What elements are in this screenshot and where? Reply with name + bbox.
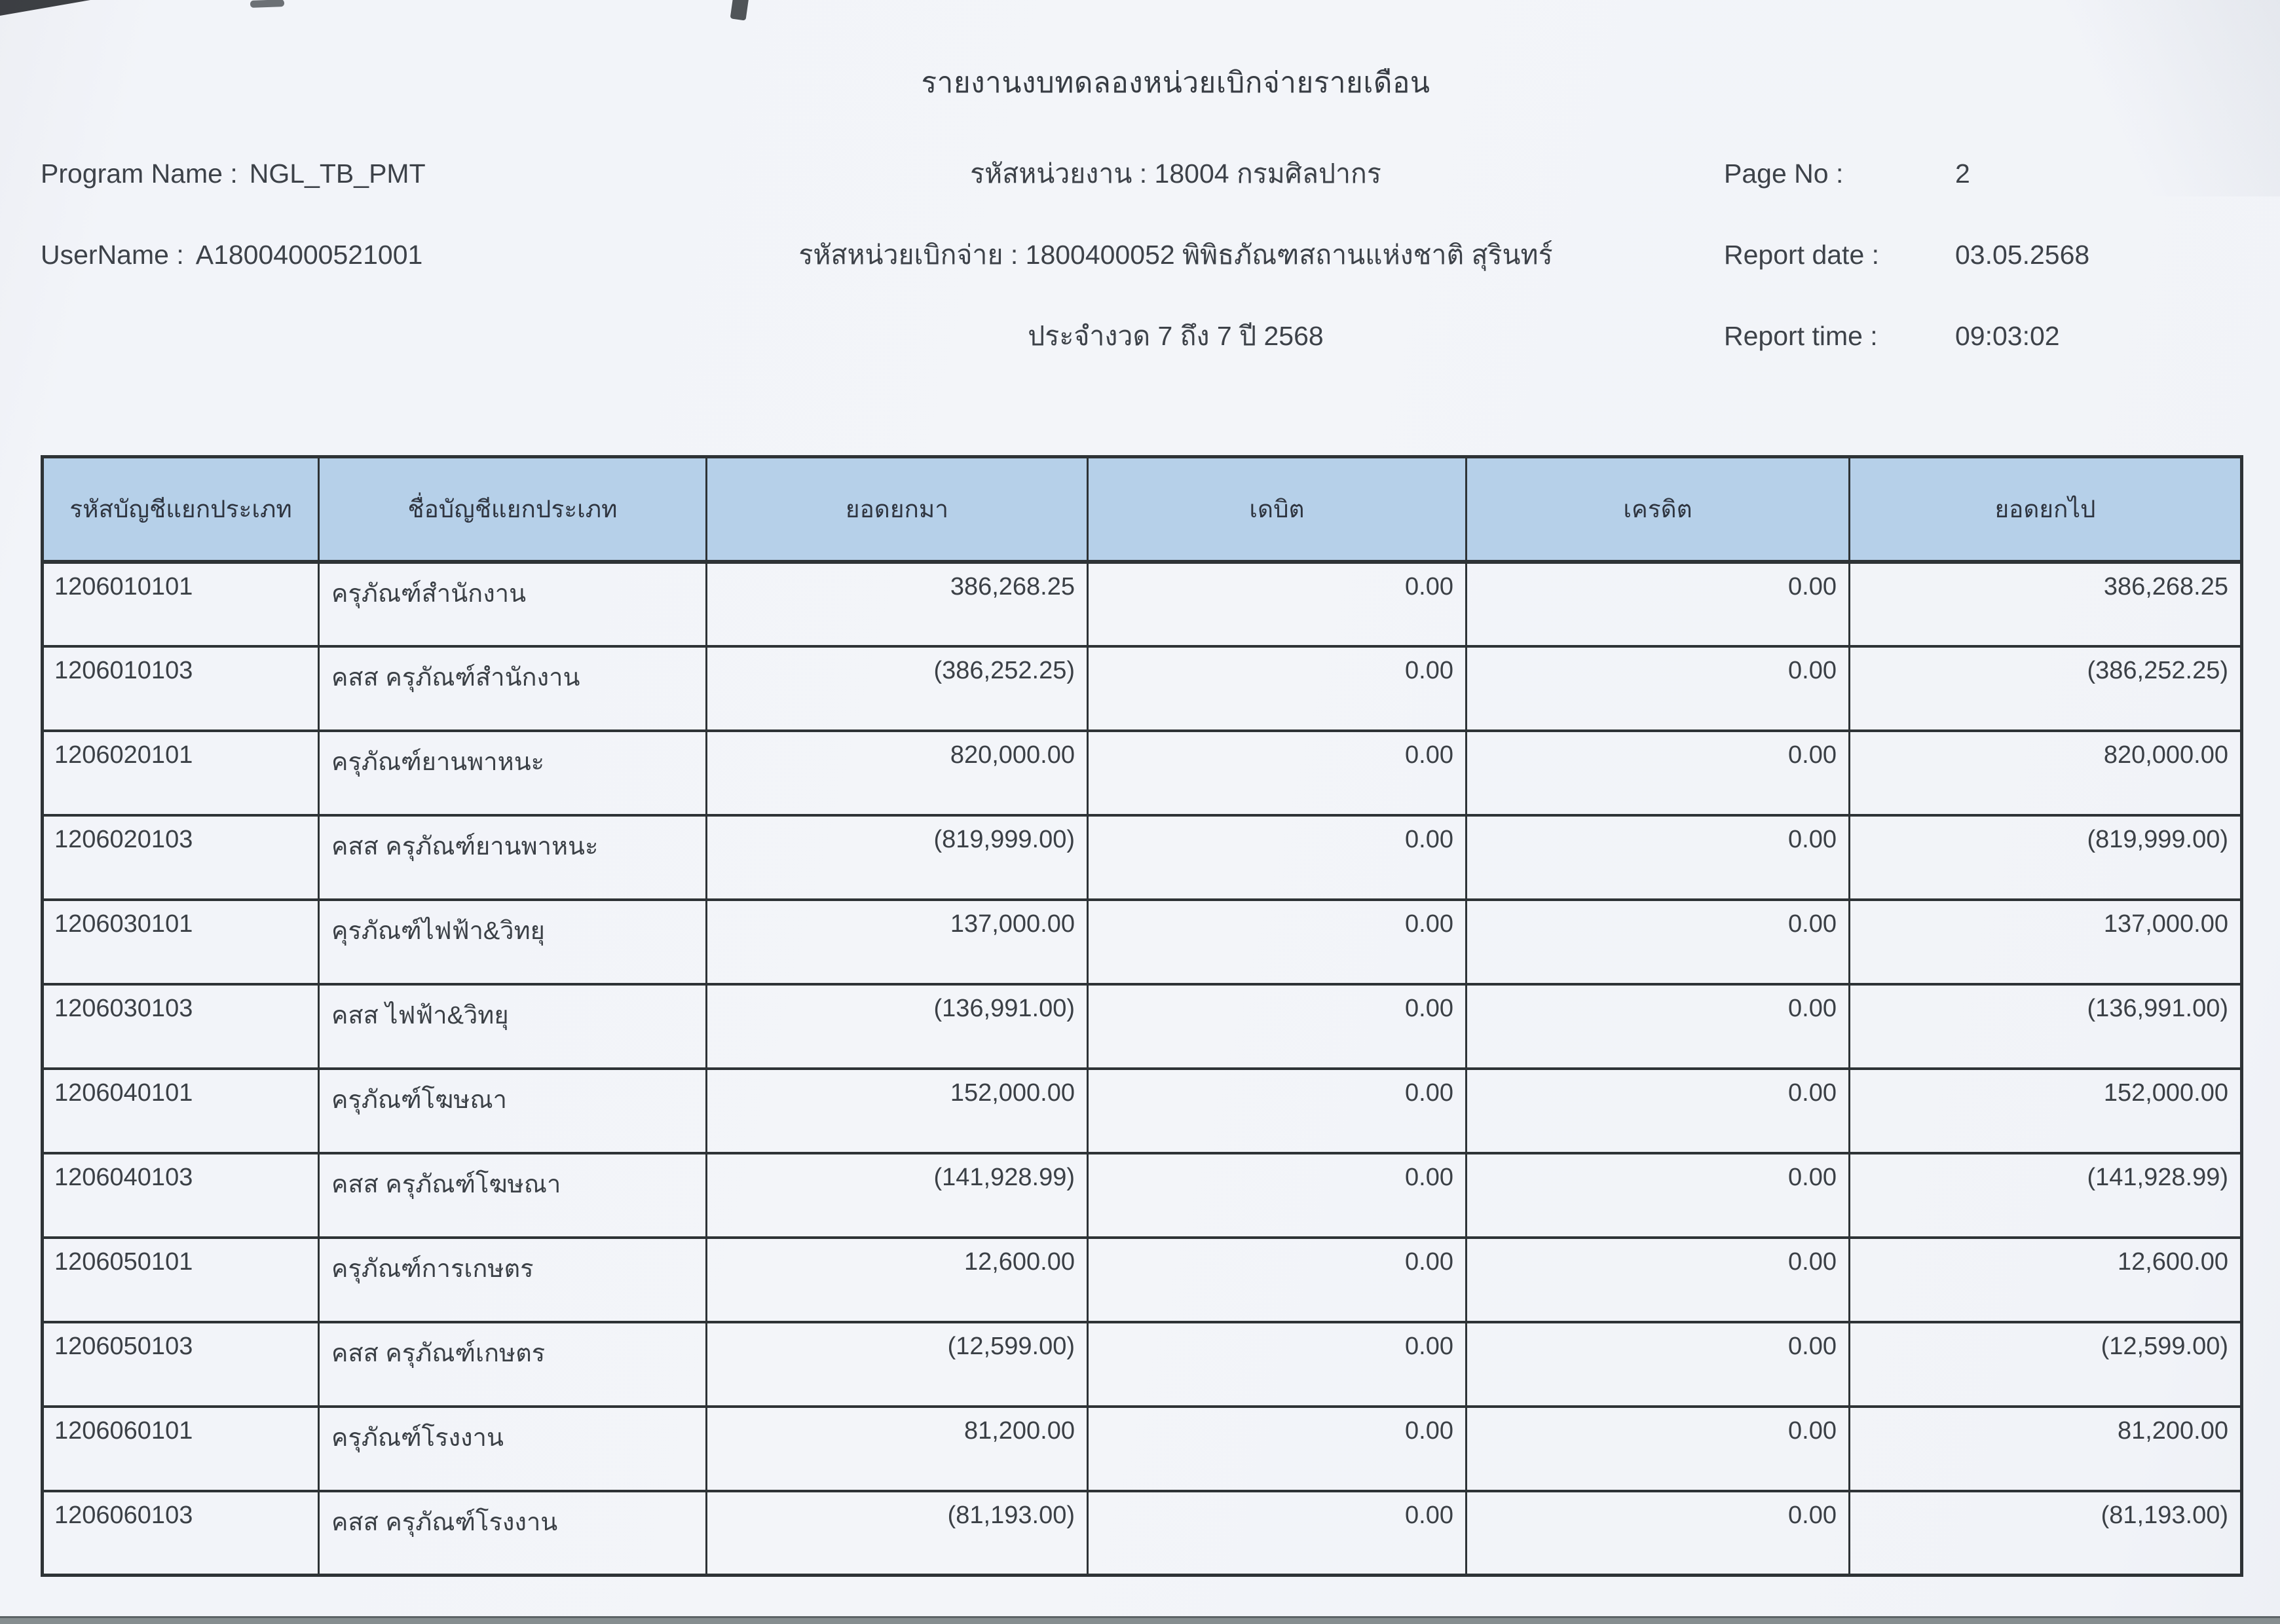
account-code-cell: 1206040101 <box>43 1069 319 1153</box>
period-line: ประจำงวด 7 ถึง 7 ปี 2568 <box>1028 321 1324 351</box>
table-row <box>43 900 2242 984</box>
closing-balance-cell: 152,000.00 <box>1850 1069 2242 1153</box>
column-header-debit: เดบิต <box>1088 457 1467 562</box>
debit-cell: 0.00 <box>1088 984 1467 1069</box>
credit-cell: 0.00 <box>1467 1153 1850 1238</box>
closing-balance-cell: (819,999.00) <box>1850 815 2242 900</box>
program-name-value: NGL_TB_PMT <box>249 158 426 189</box>
table-header-row <box>43 457 2242 562</box>
table-row <box>43 1069 2242 1153</box>
account-code-cell: 1206020101 <box>43 731 319 815</box>
credit-cell: 0.00 <box>1467 731 1850 815</box>
scan-edge-strip <box>0 1616 2280 1624</box>
credit-cell: 0.00 <box>1467 562 1850 646</box>
debit-cell: 0.00 <box>1088 900 1467 984</box>
debit-cell: 0.00 <box>1088 562 1467 646</box>
account-name-cell: คสส ครุภัณฑ์เกษตร <box>319 1322 707 1407</box>
username-label: UserName : <box>41 240 184 270</box>
table-row <box>43 1238 2242 1322</box>
closing-balance-cell: (386,252.25) <box>1850 646 2242 731</box>
closing-balance-cell: 386,268.25 <box>1850 562 2242 646</box>
page-no-value: 2 <box>1955 158 1970 189</box>
table-row <box>43 984 2242 1069</box>
column-header-account-name: ชื่อบัญชีแยกประเภท <box>319 457 707 562</box>
debit-cell: 0.00 <box>1088 1069 1467 1153</box>
table-row <box>43 1491 2242 1576</box>
account-name-cell: ครุภัณฑ์สำนักงาน <box>319 562 707 646</box>
credit-cell: 0.00 <box>1467 900 1850 984</box>
account-name-cell: คุรภัณฑ์ไฟฟ้า&วิทยุ <box>319 900 707 984</box>
debit-cell: 0.00 <box>1088 1407 1467 1491</box>
username-value: A18004000521001 <box>195 240 423 270</box>
opening-balance-cell: 137,000.00 <box>707 900 1088 984</box>
closing-balance-cell: (141,928.99) <box>1850 1153 2242 1238</box>
account-name-cell: คสส ไฟฟ้า&วิทยุ <box>319 984 707 1069</box>
account-code-cell: 1206020103 <box>43 815 319 900</box>
program-name-label: Program Name : <box>41 158 238 189</box>
scan-artifact <box>0 0 90 16</box>
column-header-closing-balance: ยอดยกไป <box>1850 457 2242 562</box>
account-code-cell: 1206010101 <box>43 562 319 646</box>
closing-balance-cell: 137,000.00 <box>1850 900 2242 984</box>
program-name-line <box>41 155 426 193</box>
account-code-cell: 1206050103 <box>43 1322 319 1407</box>
account-name-cell: ครุภัณฑ์การเกษตร <box>319 1238 707 1322</box>
credit-cell: 0.00 <box>1467 984 1850 1069</box>
account-name-cell: คสส ครุภัณฑ์สำนักงาน <box>319 646 707 731</box>
opening-balance-cell: (12,599.00) <box>707 1322 1088 1407</box>
closing-balance-cell: 820,000.00 <box>1850 731 2242 815</box>
debit-cell: 0.00 <box>1088 815 1467 900</box>
username-line <box>41 236 422 274</box>
table-row <box>43 815 2242 900</box>
opening-balance-cell: (819,999.00) <box>707 815 1088 900</box>
report-time-label: Report time : <box>1724 321 1878 351</box>
account-name-cell: ครุภัณฑ์ยานพาหนะ <box>319 731 707 815</box>
account-code-cell: 1206010103 <box>43 646 319 731</box>
credit-cell: 0.00 <box>1467 1238 1850 1322</box>
debit-cell: 0.00 <box>1088 1491 1467 1576</box>
opening-balance-cell: 386,268.25 <box>707 562 1088 646</box>
opening-balance-cell: 152,000.00 <box>707 1069 1088 1153</box>
column-header-credit: เครดิต <box>1467 457 1850 562</box>
credit-cell: 0.00 <box>1467 1491 1850 1576</box>
opening-balance-cell: (141,928.99) <box>707 1153 1088 1238</box>
table-row <box>43 1153 2242 1238</box>
credit-cell: 0.00 <box>1467 815 1850 900</box>
opening-balance-cell: 820,000.00 <box>707 731 1088 815</box>
account-name-cell: ครุภัณฑ์โรงงาน <box>319 1407 707 1491</box>
closing-balance-cell: (136,991.00) <box>1850 984 2242 1069</box>
debit-cell: 0.00 <box>1088 1153 1467 1238</box>
closing-balance-cell: (12,599.00) <box>1850 1322 2242 1407</box>
column-header-account-code: รหัสบัญชีแยกประเภท <box>43 457 319 562</box>
page-title: รายงานงบทดลองหน่วยเบิกจ่ายรายเดือน <box>921 67 1430 99</box>
account-name-cell: คสส ครุภัณฑ์โรงงาน <box>319 1491 707 1576</box>
page-no-label: Page No : <box>1724 158 1844 189</box>
agency-code-line: รหัสหน่วยงาน : 18004 กรมศิลปากร <box>970 158 1381 189</box>
account-code-cell: 1206040103 <box>43 1153 319 1238</box>
trial-balance-table <box>41 455 2243 1577</box>
account-name-cell: คสส ครุภัณฑ์โฆษณา <box>319 1153 707 1238</box>
account-code-cell: 1206050101 <box>43 1238 319 1322</box>
credit-cell: 0.00 <box>1467 1407 1850 1491</box>
scan-artifact <box>250 0 284 8</box>
report-time-value: 09:03:02 <box>1955 321 2060 351</box>
opening-balance-cell: (81,193.00) <box>707 1491 1088 1576</box>
account-code-cell: 1206060103 <box>43 1491 319 1576</box>
opening-balance-cell: (136,991.00) <box>707 984 1088 1069</box>
table-row <box>43 646 2242 731</box>
opening-balance-cell: (386,252.25) <box>707 646 1088 731</box>
disbursement-unit-line: รหัสหน่วยเบิกจ่าย : 1800400052 พิพิธภัณฑสถานแห่งชาติ สุรินทร์ <box>798 240 1553 270</box>
column-header-opening-balance: ยอดยกมา <box>707 457 1088 562</box>
table-row <box>43 731 2242 815</box>
debit-cell: 0.00 <box>1088 1238 1467 1322</box>
report-date-value: 03.05.2568 <box>1955 240 2090 270</box>
closing-balance-cell: 81,200.00 <box>1850 1407 2242 1491</box>
credit-cell: 0.00 <box>1467 1322 1850 1407</box>
closing-balance-cell: (81,193.00) <box>1850 1491 2242 1576</box>
account-code-cell: 1206060101 <box>43 1407 319 1491</box>
credit-cell: 0.00 <box>1467 1069 1850 1153</box>
account-code-cell: 1206030103 <box>43 984 319 1069</box>
credit-cell: 0.00 <box>1467 646 1850 731</box>
table-row <box>43 1407 2242 1491</box>
table-row <box>43 1322 2242 1407</box>
account-name-cell: ครุภัณฑ์โฆษณา <box>319 1069 707 1153</box>
debit-cell: 0.00 <box>1088 731 1467 815</box>
report-date-label: Report date : <box>1724 240 1880 270</box>
table-row <box>43 562 2242 646</box>
scan-artifact <box>730 0 749 20</box>
debit-cell: 0.00 <box>1088 646 1467 731</box>
debit-cell: 0.00 <box>1088 1322 1467 1407</box>
opening-balance-cell: 12,600.00 <box>707 1238 1088 1322</box>
opening-balance-cell: 81,200.00 <box>707 1407 1088 1491</box>
account-code-cell: 1206030101 <box>43 900 319 984</box>
closing-balance-cell: 12,600.00 <box>1850 1238 2242 1322</box>
account-name-cell: คสส ครุภัณฑ์ยานพาหนะ <box>319 815 707 900</box>
